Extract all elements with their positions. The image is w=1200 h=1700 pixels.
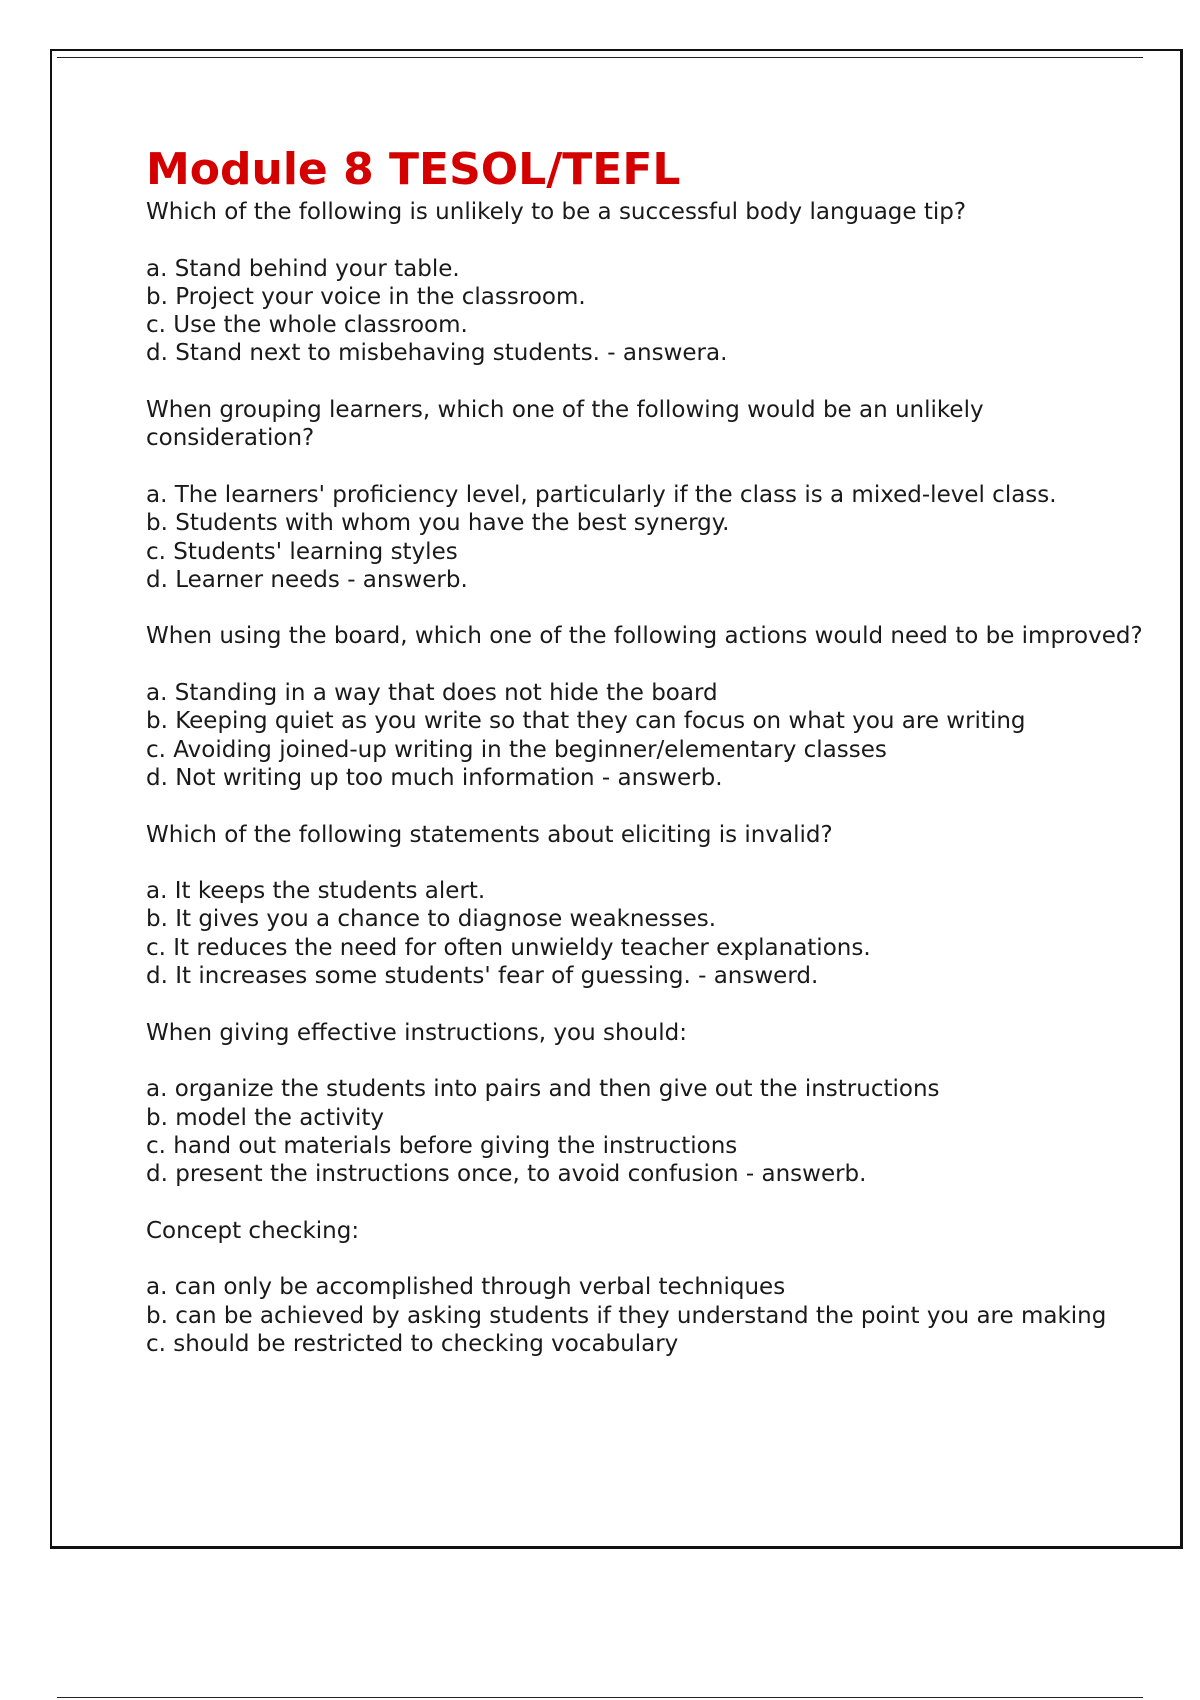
document-content bbox=[146, 142, 1146, 1358]
question-prompt: Which of the following statements about eliciting is invalid? bbox=[146, 821, 833, 848]
option-d: d. Stand next to misbehaving students. - answera. bbox=[146, 340, 728, 367]
option-d: d. Learner needs - answerb. bbox=[146, 566, 468, 593]
document-title: Module 8 TESOL/TEFL bbox=[146, 144, 681, 195]
top-rule bbox=[57, 57, 1143, 58]
question-block bbox=[146, 622, 1146, 820]
option-a: a. The learners' proficiency level, particularly if the class is a mixed-level class. bbox=[146, 481, 1057, 508]
question-block bbox=[146, 396, 1146, 622]
option-b: b. model the activity bbox=[146, 1104, 384, 1131]
question-block bbox=[146, 198, 1146, 396]
question-prompt: When using the board, which one of the following actions would need to be improved? bbox=[146, 623, 1143, 650]
option-b: b. can be achieved by asking students if they understand the point you are making bbox=[146, 1302, 1107, 1329]
option-c: c. It reduces the need for often unwieldy teacher explanations. bbox=[146, 934, 871, 961]
option-d: d. Not writing up too much information - answerb. bbox=[146, 764, 723, 791]
option-a: a. organize the students into pairs and then give out the instructions bbox=[146, 1076, 940, 1103]
options-list bbox=[146, 877, 1146, 990]
option-d: d. It increases some students' fear of guessing. - answerd. bbox=[146, 963, 819, 990]
question-prompt: When grouping learners, which one of the following would be an unlikely consideration? bbox=[146, 397, 984, 452]
option-b: b. Students with whom you have the best synergy. bbox=[146, 510, 730, 537]
option-a: a. Standing in a way that does not hide the board bbox=[146, 680, 718, 707]
question-block bbox=[146, 1019, 1146, 1217]
option-a: a. Stand behind your table. bbox=[146, 255, 460, 282]
options-list bbox=[146, 679, 1146, 792]
option-c: c. hand out materials before giving the instructions bbox=[146, 1132, 738, 1159]
options-list bbox=[146, 1075, 1146, 1188]
question-prompt: Concept checking: bbox=[146, 1217, 360, 1244]
option-c: c. should be restricted to checking vocabulary bbox=[146, 1330, 679, 1357]
bottom-rule bbox=[57, 1697, 1143, 1698]
options-list bbox=[146, 255, 1146, 368]
question-prompt: Which of the following is unlikely to be a successful body language tip? bbox=[146, 199, 967, 225]
option-b: b. Project your voice in the classroom. bbox=[146, 283, 586, 310]
option-a: a. can only be accomplished through verbal techniques bbox=[146, 1274, 786, 1301]
options-list bbox=[146, 481, 1146, 594]
option-c: c. Avoiding joined-up writing in the beginner/elementary classes bbox=[146, 736, 887, 763]
options-list bbox=[146, 1273, 1146, 1358]
question-block bbox=[146, 1217, 1146, 1358]
option-b: b. It gives you a chance to diagnose weaknesses. bbox=[146, 906, 717, 933]
question-prompt: When giving effective instructions, you should: bbox=[146, 1019, 687, 1046]
option-d: d. present the instructions once, to avoid confusion - answerb. bbox=[146, 1161, 867, 1188]
option-c: c. Use the whole classroom. bbox=[146, 312, 468, 339]
question-block bbox=[146, 821, 1146, 1019]
option-a: a. It keeps the students alert. bbox=[146, 878, 486, 905]
option-b: b. Keeping quiet as you write so that they can focus on what you are writing bbox=[146, 708, 1026, 735]
option-c: c. Students' learning styles bbox=[146, 538, 458, 565]
